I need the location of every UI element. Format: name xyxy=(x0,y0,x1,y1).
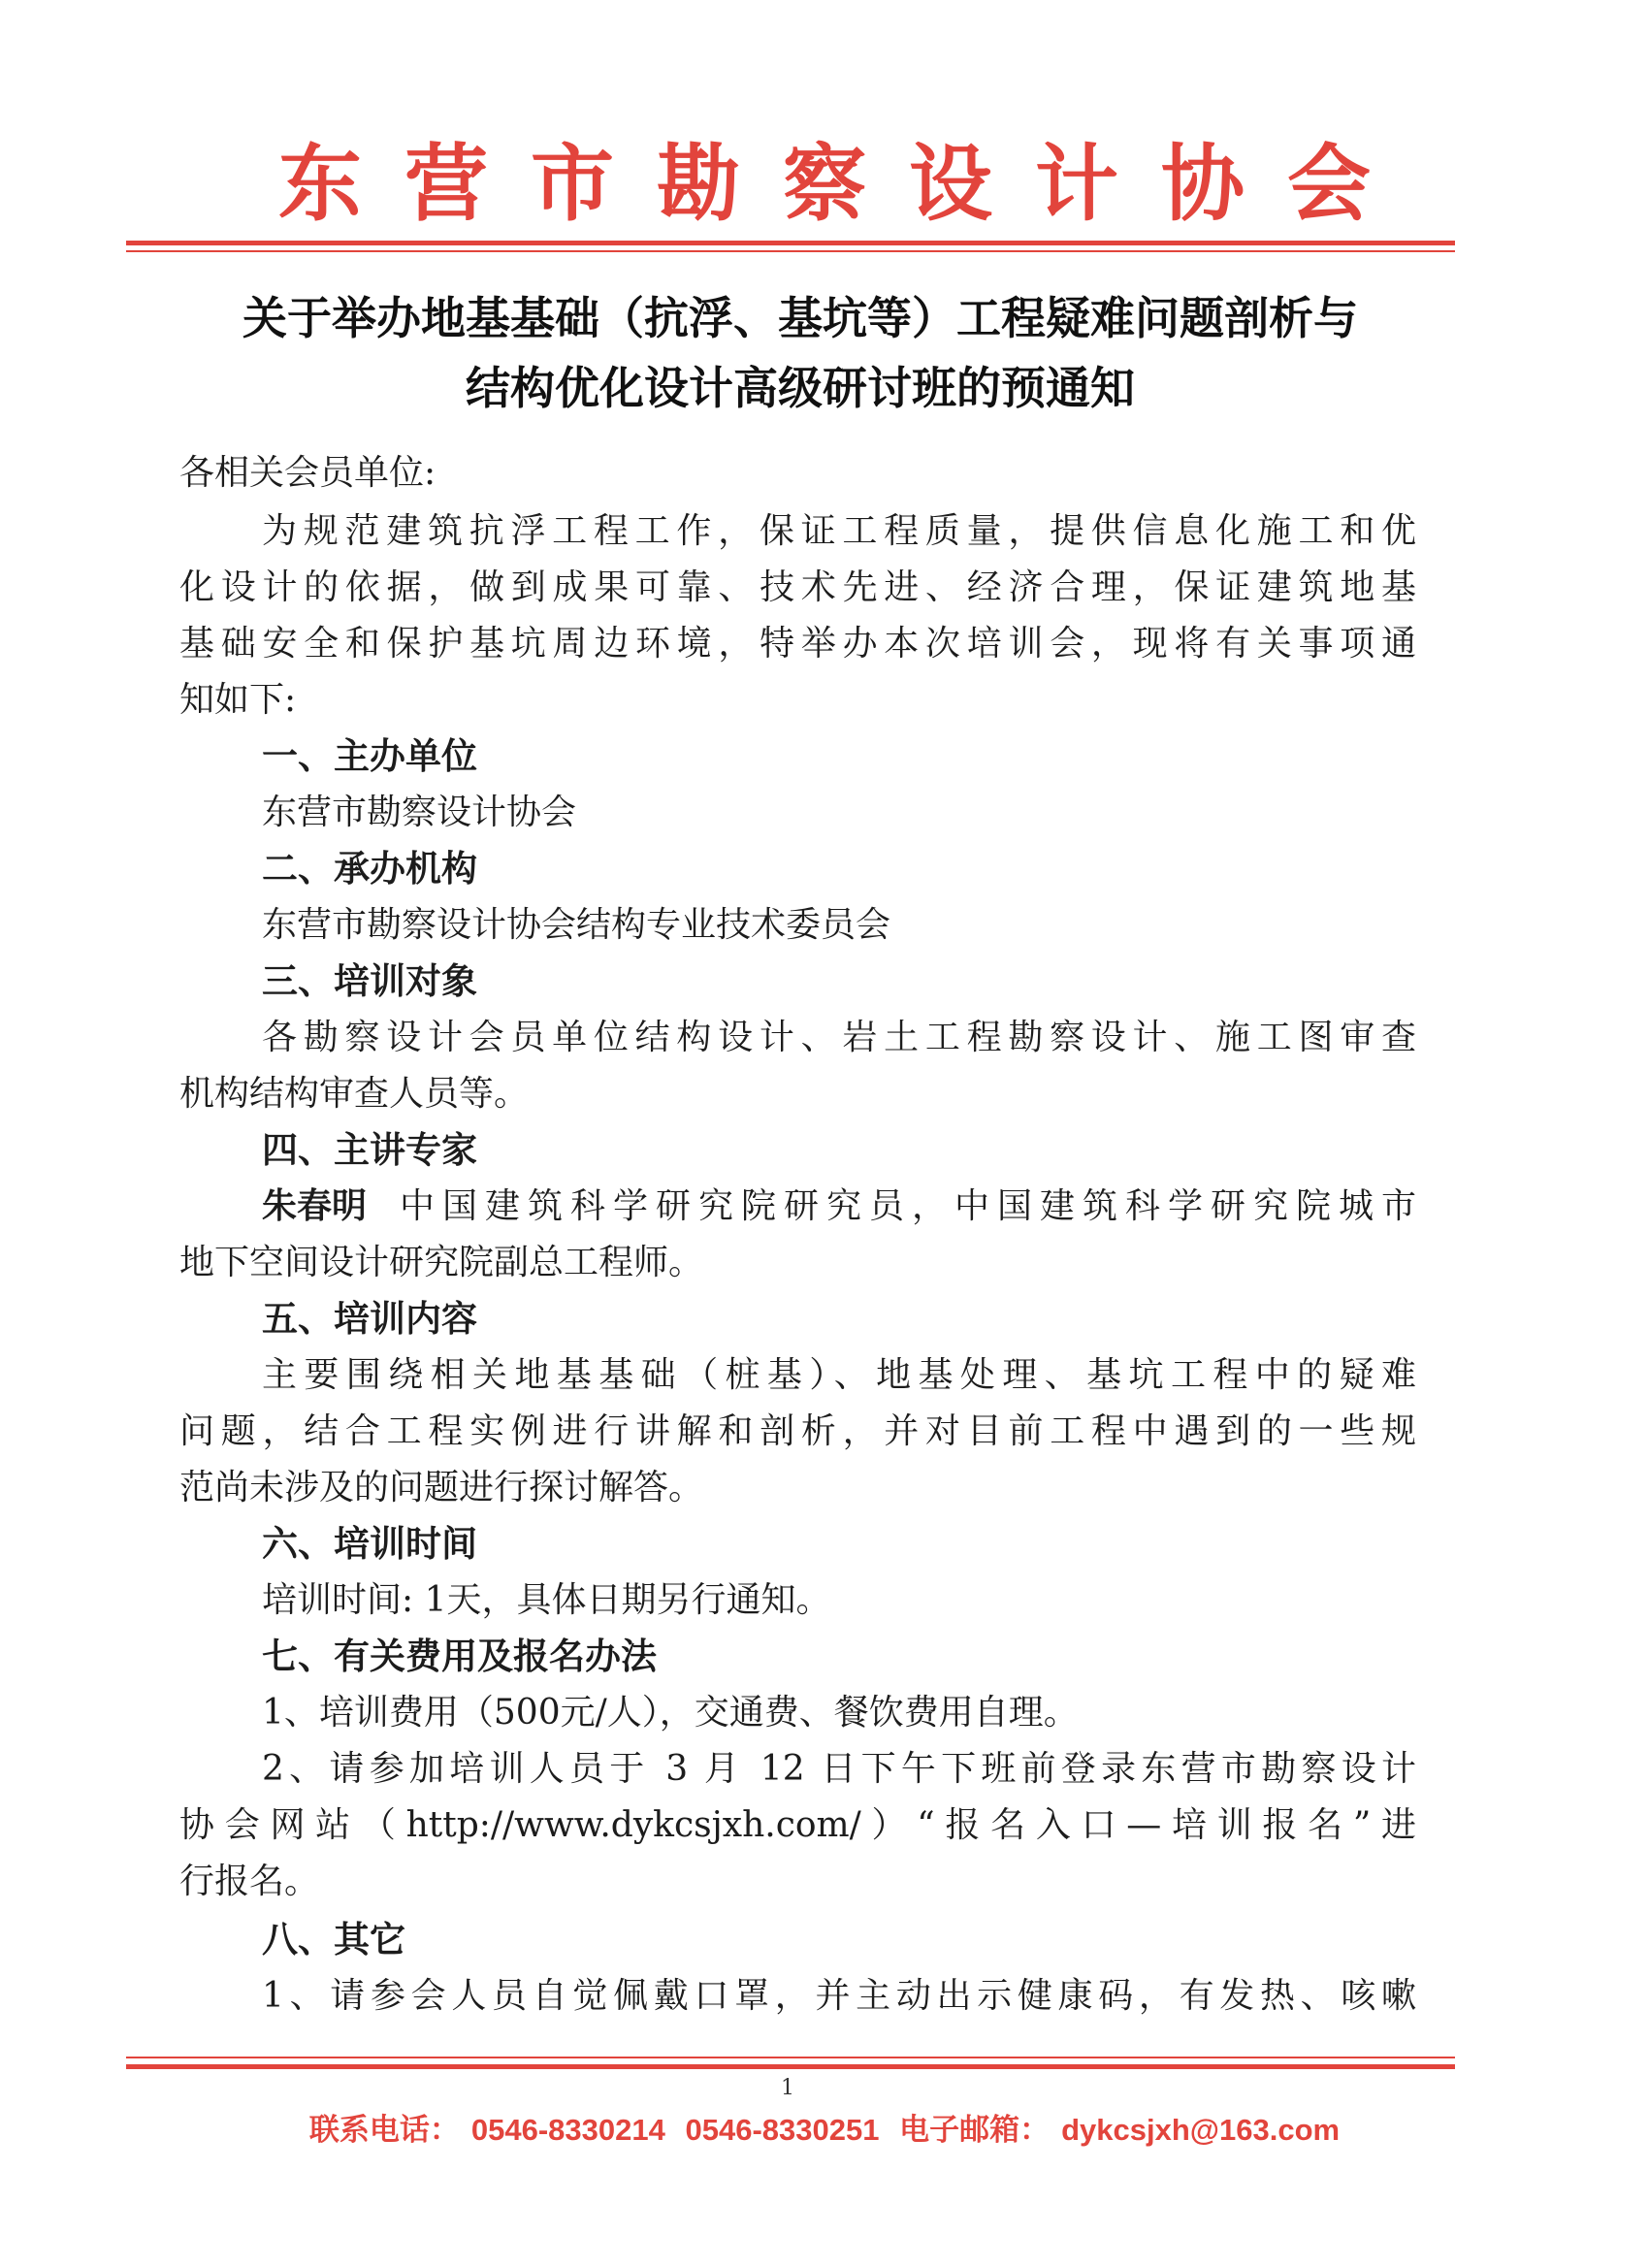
phone-label: 联系电话： xyxy=(308,2113,460,2147)
section-text: 范尚未涉及的问题进行探讨解答。 xyxy=(179,1468,704,1507)
registration-item: 2、请参加培训人员于 3 月 12 日下午下班前登录东营市勘察设计 xyxy=(262,1749,1416,1789)
page-number: 1 xyxy=(781,2076,794,2100)
section-heading: 七、有关费用及报名办法 xyxy=(262,1636,657,1677)
document-title-line1: 关于举办地基基础（抗浮、基坑等）工程疑难问题剖析与 xyxy=(242,292,1358,344)
contact-footer xyxy=(0,2105,1649,2149)
header-rule-thin xyxy=(126,250,1455,252)
section-text: 机构结构审查人员等。 xyxy=(179,1074,530,1114)
section-heading: 三、培训对象 xyxy=(262,960,477,1002)
document-title-line2: 结构优化设计高级研讨班的预通知 xyxy=(466,362,1135,414)
registration-item: 协会网站（http://www.dykcsjxh.com/）“报名入口—培训报名”进 xyxy=(179,1805,1416,1845)
other-item: 1、请参会人员自觉佩戴口罩，并主动出示健康码，有发热、咳嗽 xyxy=(262,1976,1416,2016)
org-name-header: 东营市勘察设计协会 xyxy=(278,135,1413,233)
section-text: 东营市勘察设计协会结构专业技术委员会 xyxy=(262,905,891,945)
section-text: 各勘察设计会员单位结构设计、岩土工程勘察设计、施工图审查 xyxy=(262,1018,1416,1057)
header-rule-thick xyxy=(126,241,1455,245)
intro-line: 化设计的依据，做到成果可靠、技术先进、经济合理，保证建筑地基 xyxy=(179,567,1416,607)
intro-line: 知如下: xyxy=(179,680,297,720)
section-heading: 八、其它 xyxy=(262,1919,405,1960)
expert-line xyxy=(262,1182,1416,1232)
section-heading: 二、承办机构 xyxy=(262,848,477,890)
expert-name: 朱春明 xyxy=(262,1186,368,1226)
section-text: 东营市勘察设计协会 xyxy=(262,793,577,832)
fee-item: 1、培训费用（500元/人），交通费、餐饮费用自理。 xyxy=(262,1693,1079,1733)
section-heading: 一、主办单位 xyxy=(262,735,477,777)
intro-line: 为规范建筑抗浮工程工作，保证工程质量，提供信息化施工和优 xyxy=(262,511,1416,551)
phone-number: 0546-8330251 xyxy=(685,2113,880,2147)
registration-item: 行报名。 xyxy=(179,1862,320,1901)
phone-number: 0546-8330214 xyxy=(470,2113,665,2147)
email-address: dykcsjxh@163.com xyxy=(1061,2113,1341,2147)
salutation: 各相关会员单位: xyxy=(179,453,436,493)
expert-bio: 中国建筑科学研究院研究员，中国建筑科学研究院城市 xyxy=(400,1186,1416,1226)
footer-rule-thick xyxy=(126,2064,1455,2069)
footer-rule-thin xyxy=(126,2057,1455,2058)
email-label: 电子邮箱： xyxy=(899,2113,1051,2147)
expert-bio-cont: 地下空间设计研究院副总工程师。 xyxy=(179,1243,704,1282)
section-text: 主要围绕相关地基基础（桩基）、地基处理、基坑工程中的疑难 xyxy=(262,1355,1416,1395)
section-text: 培训时间: 1天，具体日期另行通知。 xyxy=(262,1580,831,1620)
section-heading: 六、培训时间 xyxy=(262,1523,477,1565)
section-heading: 四、主讲专家 xyxy=(262,1129,477,1171)
intro-line: 基础安全和保护基坑周边环境，特举办本次培训会，现将有关事项通 xyxy=(179,624,1416,664)
section-heading: 五、培训内容 xyxy=(262,1298,477,1340)
section-text: 问题，结合工程实例进行讲解和剖析，并对目前工程中遇到的一些规 xyxy=(179,1411,1416,1451)
